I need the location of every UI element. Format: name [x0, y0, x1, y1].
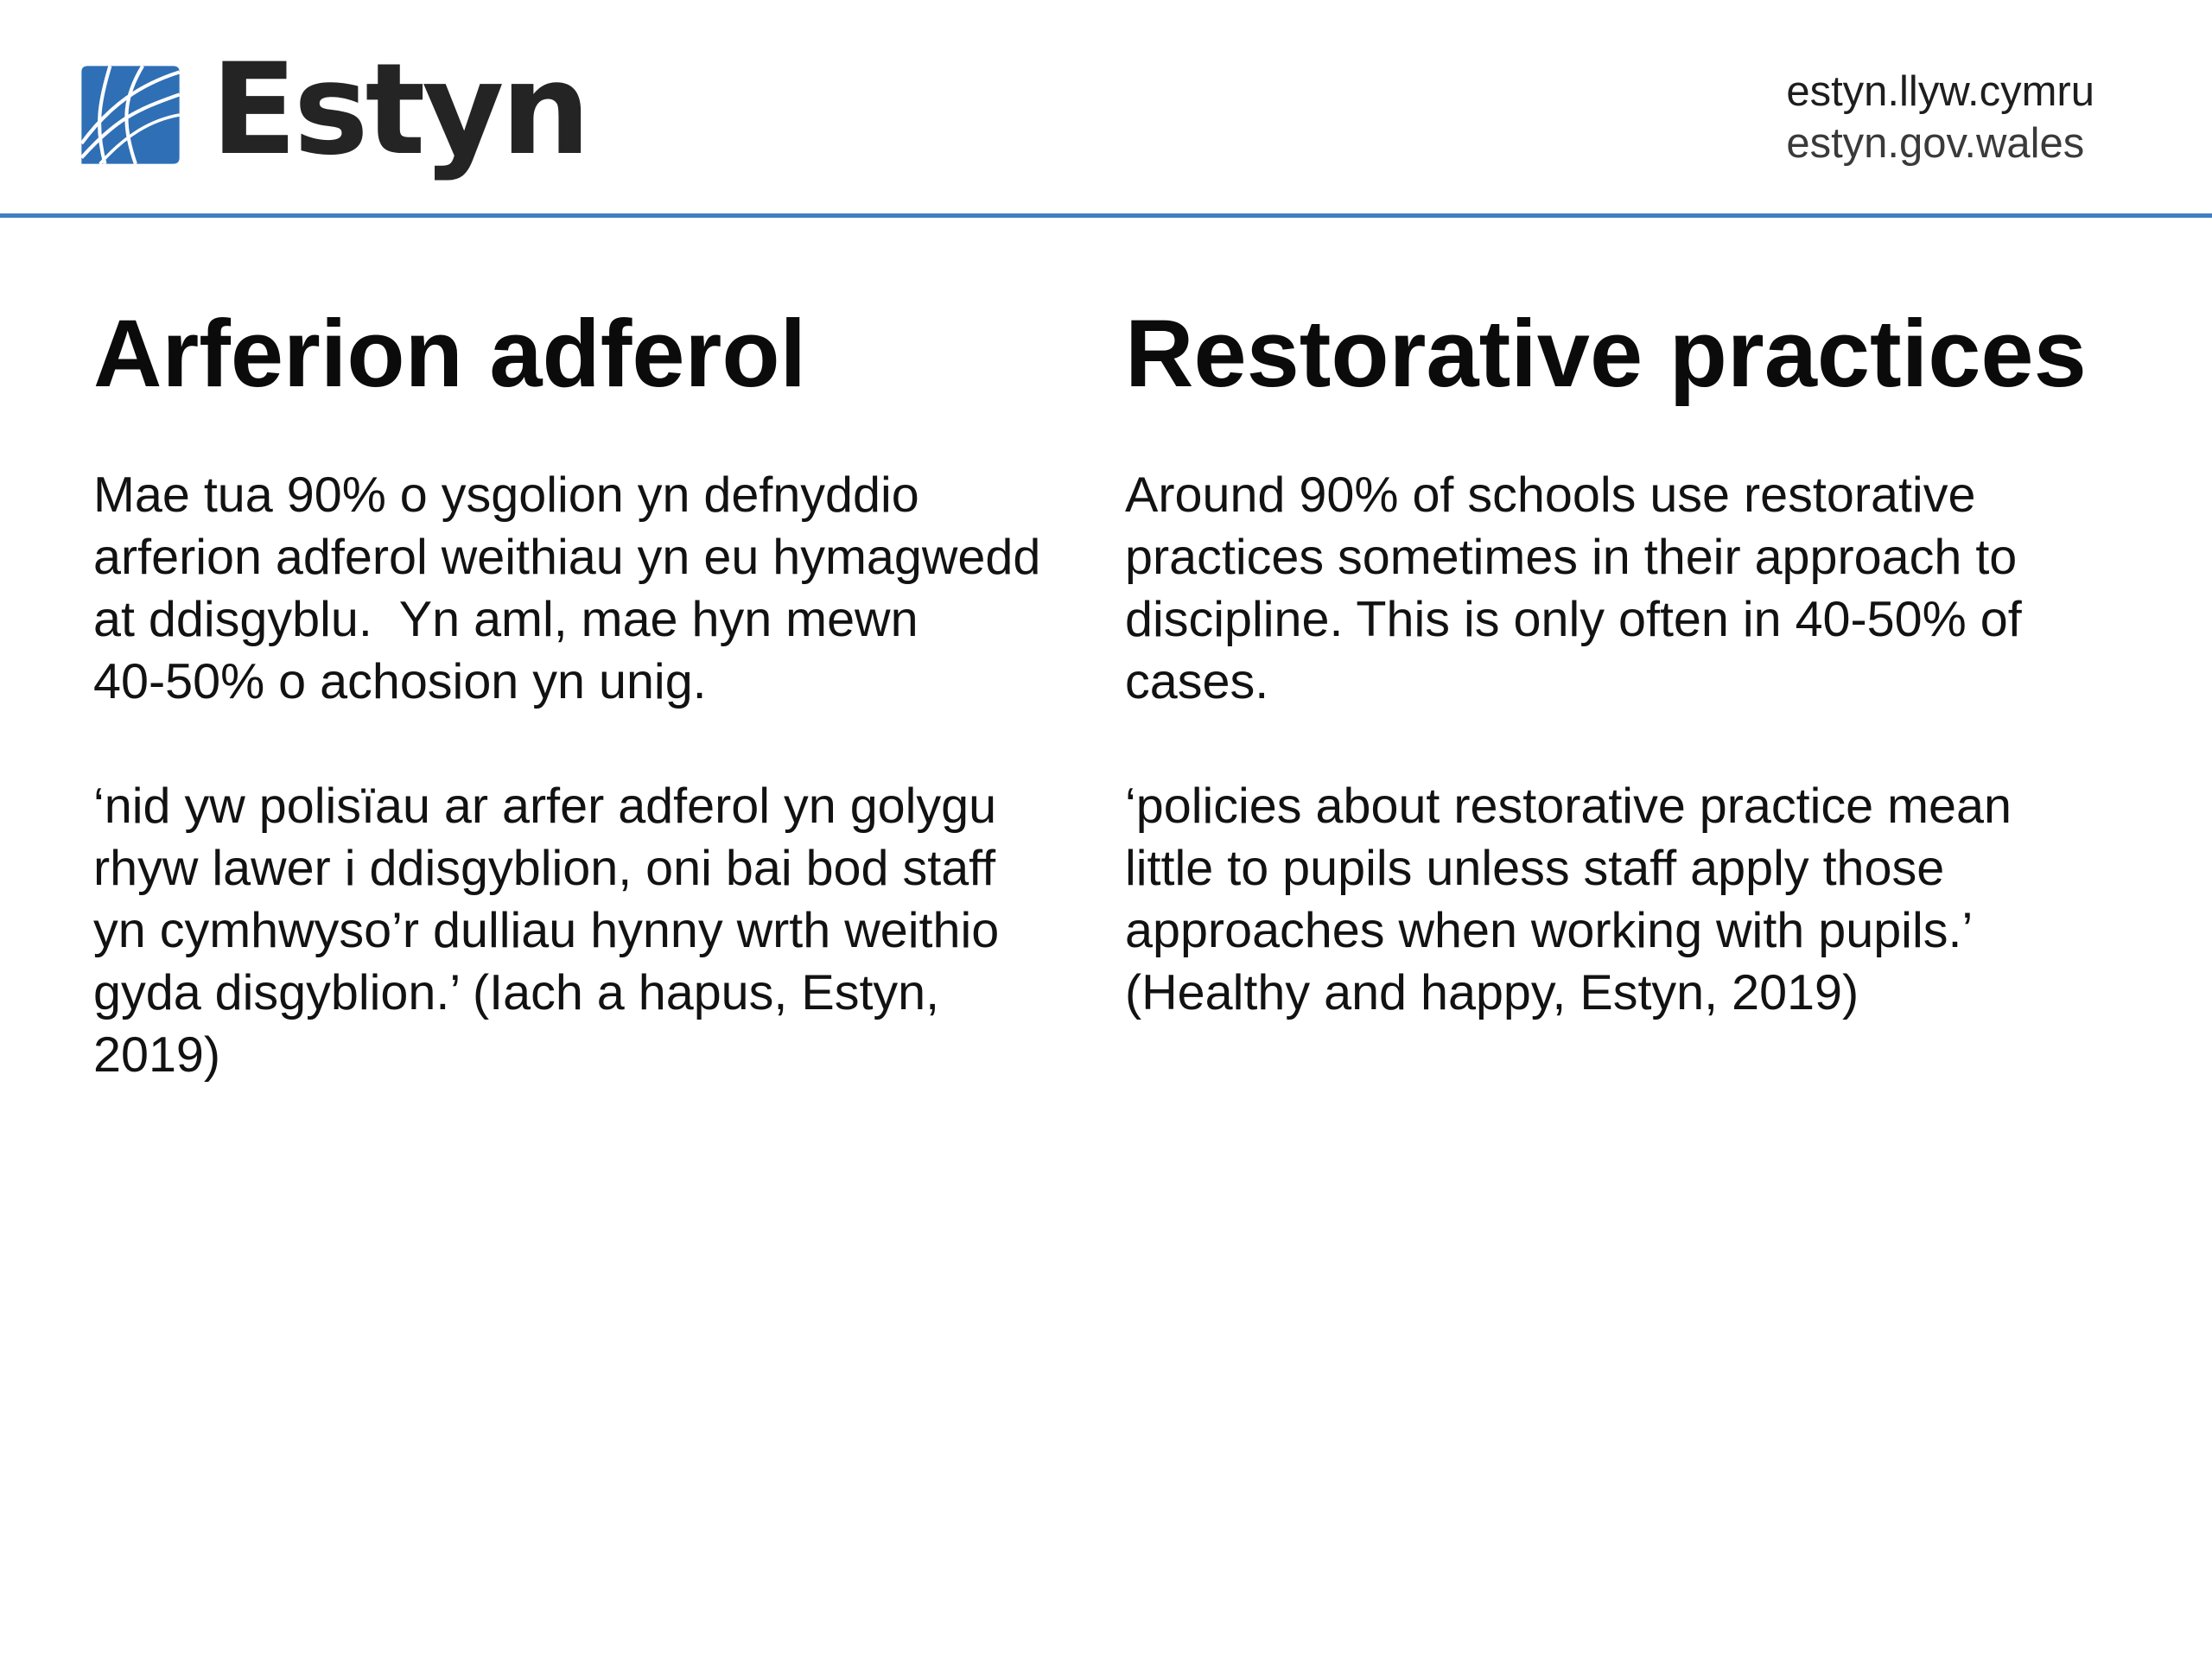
text-line: gyda disgyblion.’ (Iach a hapus, Estyn,: [93, 965, 940, 1020]
welsh-paragraph-1: [93, 464, 1130, 713]
url-english[interactable]: estyn.gov.wales: [1786, 120, 2085, 167]
estyn-logo[interactable]: [79, 36, 588, 183]
english-paragraph-1: [1125, 464, 2162, 713]
text-line: discipline. This is only often in 40-50% of: [1125, 592, 2022, 647]
text-line: ‘policies about restorative practice mean: [1125, 779, 2012, 834]
welsh-column: [93, 298, 1130, 1148]
website-urls: [1786, 66, 2094, 169]
estyn-logo-icon: [79, 64, 181, 166]
text-line: 40-50% o achosion yn unig.: [93, 654, 707, 709]
text-line: arferion adferol weithiau yn eu hymagwedd: [93, 530, 1041, 585]
text-line: at ddisgyblu. Yn aml, mae hyn mewn: [93, 592, 918, 647]
text-line: Around 90% of schools use restorative: [1125, 467, 1976, 523]
text-line: rhyw lawer i ddisgyblion, oni bai bod staff: [93, 841, 996, 896]
page-header: [0, 0, 2212, 216]
url-welsh[interactable]: estyn.llyw.cymru: [1786, 68, 2094, 115]
text-line: Mae tua 90% o ysgolion yn defnyddio: [93, 467, 919, 523]
english-body: [1125, 464, 2162, 1024]
welsh-body: [93, 464, 1130, 1086]
welsh-quote: [93, 775, 1130, 1086]
welsh-title: Arferion adferol: [93, 301, 807, 407]
logo-wordmark: Estyn: [211, 36, 588, 183]
text-line: little to pupils unless staff apply those: [1125, 841, 1945, 896]
text-line: approaches when working with pupils.’: [1125, 903, 1974, 958]
text-line: cases.: [1125, 654, 1269, 709]
header-divider: [0, 213, 2212, 218]
text-line: ‘nid yw polisïau ar arfer adferol yn golygu: [93, 779, 997, 834]
text-line: (Healthy and happy, Estyn, 2019): [1125, 965, 1859, 1020]
text-line: practices sometimes in their approach to: [1125, 530, 2018, 585]
text-line: 2019): [93, 1027, 221, 1083]
english-column: [1125, 298, 2162, 1086]
english-quote: [1125, 775, 2162, 1024]
text-line: yn cymhwyso’r dulliau hynny wrth weithio: [93, 903, 1000, 958]
english-title: Restorative practices: [1125, 301, 2087, 407]
